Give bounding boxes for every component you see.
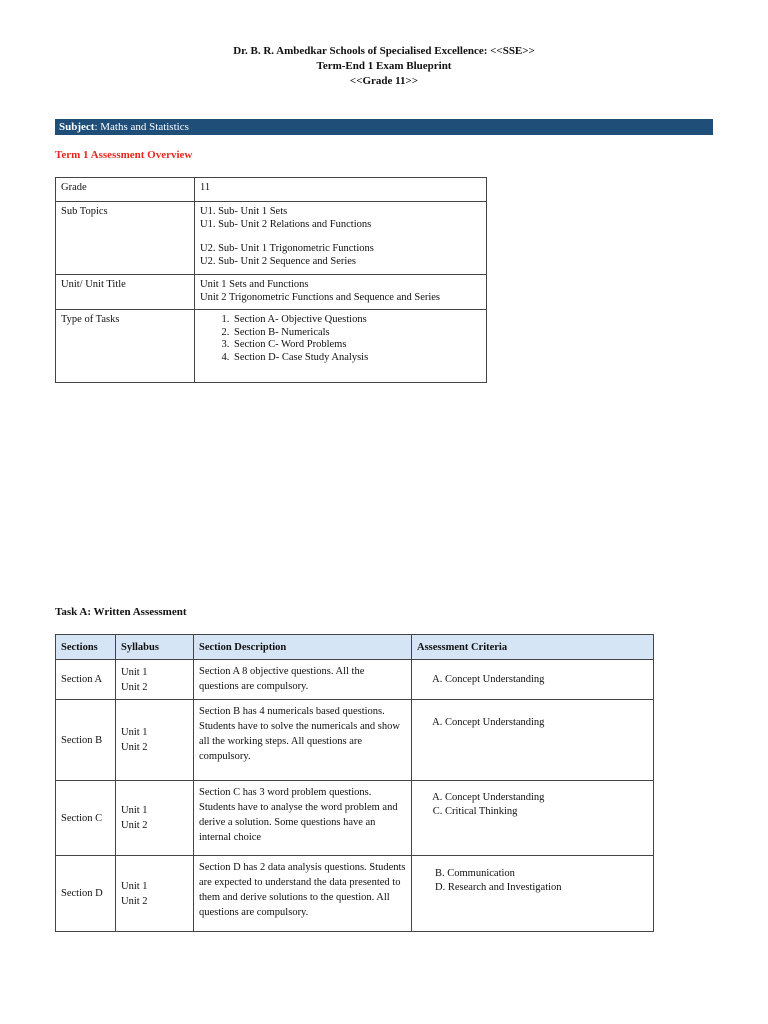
units-cell <box>195 275 487 310</box>
overview-title: Term 1 Assessment Overview <box>55 149 193 161</box>
criteria-cell <box>412 781 654 856</box>
tasks-label: Type of Tasks <box>56 310 195 383</box>
table-row <box>56 660 654 700</box>
syllabus-item: Unit 1 <box>121 880 148 892</box>
task-a-table <box>55 634 654 932</box>
overview-table <box>55 177 487 383</box>
criteria-item: D. Research and Investigation <box>435 882 562 893</box>
overview-row-units <box>56 275 487 310</box>
syllabus-cell <box>116 856 194 932</box>
criteria-item: C. Critical Thinking <box>445 805 648 819</box>
syllabus-item: Unit 1 <box>121 727 148 738</box>
description-cell: Section B has 4 numericals based questions. Students have to solve the numericals and show all the working steps. All questions are compulsory. <box>194 700 412 781</box>
criteria-cell <box>412 700 654 781</box>
tasks-cell <box>195 310 487 383</box>
task-item: 4. Section D- Case Study Analysis <box>232 352 481 365</box>
syllabus-item: Unit 2 <box>121 742 148 753</box>
document-header <box>0 44 768 89</box>
table-row <box>56 781 654 856</box>
criteria-cell <box>412 660 654 700</box>
unit-label: Unit/ Unit Title <box>56 275 195 310</box>
column-header-description: Section Description <box>194 635 412 660</box>
syllabus-cell <box>116 700 194 781</box>
exam-title: Term-End 1 Exam Blueprint <box>316 60 452 72</box>
syllabus-cell <box>116 660 194 700</box>
task-item: 3. Section C- Word Problems <box>232 339 481 352</box>
criteria-item: A. Concept Understanding <box>445 673 648 687</box>
subject-label: Subject <box>59 121 95 133</box>
description-cell: Section D has 2 data analysis questions. Students are expected to understand the data presented to them and derive solutions to the question. All questions are compulsory. <box>194 856 412 932</box>
column-header-criteria: Assessment Criteria <box>412 635 654 660</box>
criteria-cell <box>412 856 654 932</box>
grade-value: 11 <box>195 178 487 202</box>
subtopics-label: Sub Topics <box>56 202 195 275</box>
overview-row-tasks <box>56 310 487 383</box>
subject-value: : Maths and Statistics <box>94 121 189 133</box>
overview-row-subtopics <box>56 202 487 275</box>
unit-item: Unit 1 Sets and Functions <box>200 279 309 290</box>
description-cell: Section A 8 objective questions. All the questions are compulsory. <box>194 660 412 700</box>
syllabus-cell <box>116 781 194 856</box>
table-row <box>56 856 654 932</box>
criteria-list <box>417 867 648 895</box>
subtopic-item: U1. Sub- Unit 2 Relations and Functions <box>200 218 372 230</box>
section-cell: Section B <box>56 700 116 781</box>
subtopic-item: U2. Sub- Unit 1 Trigonometric Functions <box>200 243 374 254</box>
criteria-item: B. Communication <box>435 868 515 879</box>
unit-item: Unit 2 Trigonometric Functions and Sequence and Series <box>200 291 441 303</box>
criteria-item: A. Concept Understanding <box>445 716 648 730</box>
criteria-item: A. Concept Understanding <box>445 791 648 805</box>
task-a-header-row <box>56 635 654 660</box>
syllabus-item: Unit 2 <box>121 820 148 831</box>
column-header-sections: Sections <box>56 635 116 660</box>
description-cell: Section C has 3 word problem questions. Students have to analyse the word problem and derive a solution. Some questions have an internal choice <box>194 781 412 856</box>
table-row <box>56 700 654 781</box>
subtopics-cell <box>195 202 487 275</box>
grade-title: <<Grade 11>> <box>349 75 419 87</box>
task-a-title: Task A: Written Assessment <box>55 606 187 618</box>
overview-row-grade <box>56 178 487 202</box>
syllabus-item: Unit 2 <box>121 681 148 693</box>
task-item: 2. Section B- Numericals <box>232 327 481 340</box>
section-cell: Section A <box>56 660 116 700</box>
criteria-list <box>417 673 648 687</box>
grade-label: Grade <box>56 178 195 202</box>
tasks-list <box>200 314 481 364</box>
syllabus-item: Unit 1 <box>121 666 148 678</box>
column-header-syllabus: Syllabus <box>116 635 194 660</box>
task-item: 1. Section A- Objective Questions <box>232 314 481 327</box>
school-name: Dr. B. R. Ambedkar Schools of Specialised Excellence: <<SSE>> <box>233 45 535 57</box>
section-cell: Section D <box>56 856 116 932</box>
criteria-list <box>417 716 648 730</box>
syllabus-item: Unit 1 <box>121 805 148 816</box>
criteria-list <box>417 791 648 819</box>
subtopic-item: U1. Sub- Unit 1 Sets <box>200 206 288 217</box>
section-cell: Section C <box>56 781 116 856</box>
syllabus-item: Unit 2 <box>121 895 148 907</box>
subject-bar <box>55 119 713 135</box>
subtopic-item: U2. Sub- Unit 2 Sequence and Series <box>200 255 357 267</box>
